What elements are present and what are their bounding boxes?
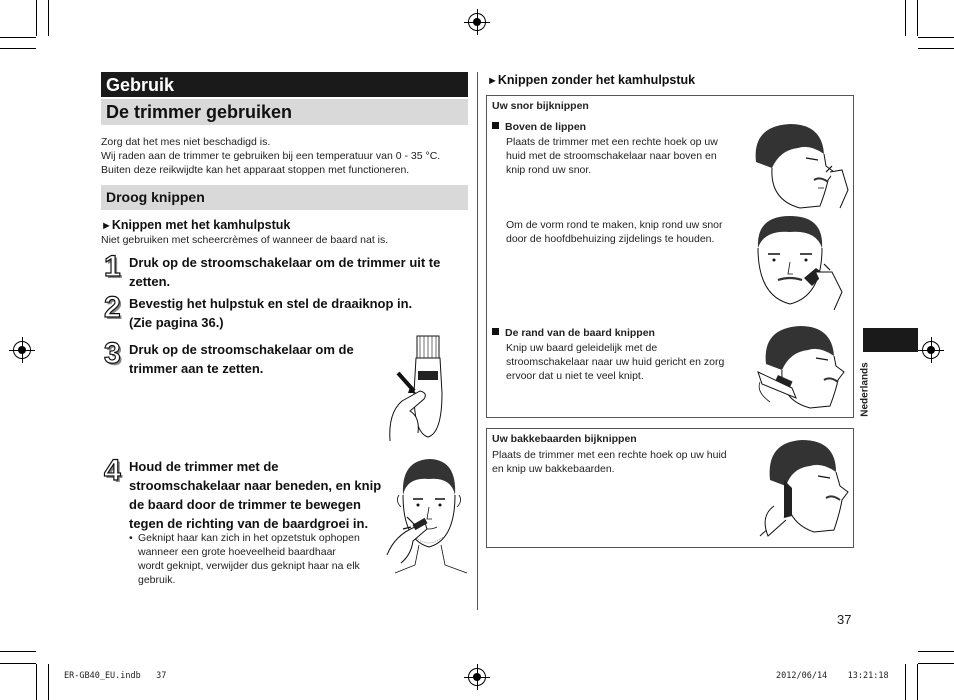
crop-mark xyxy=(0,48,36,49)
language-tab xyxy=(863,328,918,352)
registration-mark-icon xyxy=(922,341,940,359)
section-title: Gebruik xyxy=(101,72,468,97)
crop-mark xyxy=(48,664,49,700)
face-trimming-beard-illustration xyxy=(385,455,470,575)
column-divider xyxy=(477,72,478,610)
step-number: 3 xyxy=(104,337,121,370)
sideburns-title: Uw bakkebaarden bijknippen xyxy=(492,433,637,445)
crop-mark xyxy=(918,37,954,38)
crop-mark xyxy=(918,651,954,652)
registration-mark-icon xyxy=(13,341,31,359)
trimmer-hand-illustration xyxy=(380,333,470,443)
crop-mark xyxy=(917,664,918,700)
footer-file: ER-GB40_EU.indb 37 xyxy=(64,671,167,681)
beard-edge-text: Knip uw baard geleidelijk met de stroomschakelaar naar uw huid gericht en zorg ervoor dat u niet te veel knipt. xyxy=(506,342,725,382)
crop-mark xyxy=(905,664,906,700)
subsection-title: De trimmer gebruiken xyxy=(101,99,468,125)
step-text: Druk op de stroomschakelaar om de trimmer uit te zetten. xyxy=(129,255,441,289)
square-bullet-icon xyxy=(492,328,499,335)
moustache-title: Uw snor bijknippen xyxy=(492,100,589,112)
crop-mark xyxy=(0,37,36,38)
footer-datetime: 2012/06/14 13:21:18 xyxy=(776,671,889,681)
crop-mark xyxy=(918,48,954,49)
profile-face-beard-edge-illustration xyxy=(756,322,851,412)
registration-mark-icon xyxy=(468,668,486,686)
crop-mark xyxy=(0,651,36,652)
step-text: Druk op de stroomschakelaar om de trimmer aan te zetten. xyxy=(129,342,354,376)
upper-lip-title: Boven de lippen xyxy=(492,120,586,134)
arrow-right-icon: ► xyxy=(101,220,112,232)
without-comb-heading: ►Knippen zonder het kamhulpstuk xyxy=(487,73,696,87)
with-comb-heading: ►Knippen met het kamhulpstuk xyxy=(101,218,291,232)
arrow-right-icon: ► xyxy=(487,75,498,87)
registration-mark-icon xyxy=(468,13,486,31)
step-number: 1 xyxy=(104,250,121,283)
crop-mark xyxy=(917,0,918,36)
step4-bullet: • Geknipt haar kan zich in het opzetstuk ophopen wanneer een grote hoeveelheid baardhaar wordt geknipt, verwijder dus geknipt haar na elk gebruik. xyxy=(129,532,360,586)
profile-face-sideburns-illustration xyxy=(756,436,851,541)
crop-mark xyxy=(36,664,37,700)
upper-lip-text: Plaats de trimmer met een rechte hoek op uw huid met de stroomschakelaar naar boven en knip rond uw snor. xyxy=(506,136,718,176)
step-text: Houd de trimmer met de stroomschakelaar naar beneden, en knip de baard door de trimmer te bewegen tegen de richting van de baardgroei in. xyxy=(129,459,382,531)
front-face-moustache-illustration xyxy=(750,212,845,314)
profile-face-moustache-illustration xyxy=(750,120,850,212)
crop-mark xyxy=(48,0,49,36)
page-number: 37 xyxy=(837,612,852,627)
language-label: Nederlands xyxy=(859,362,871,417)
with-comb-note: Niet gebruiken met scheercrèmes of wanneer de baard nat is. xyxy=(101,234,389,246)
crop-mark xyxy=(0,663,36,664)
step-text: Bevestig het hulpstuk en stel de draaiknop in. (Zie pagina 36.) xyxy=(129,296,413,330)
sideburns-text: Plaats de trimmer met een rechte hoek op uw huid en knip uw bakkebaarden. xyxy=(492,449,727,475)
crop-mark xyxy=(918,663,954,664)
step-number: 2 xyxy=(104,291,121,324)
square-bullet-icon xyxy=(492,122,499,129)
crop-mark xyxy=(905,0,906,36)
step-number: 4 xyxy=(104,454,121,487)
dry-cutting-title: Droog knippen xyxy=(101,185,468,210)
bullet-icon: • xyxy=(129,532,133,544)
beard-edge-title: De rand van de baard knippen xyxy=(492,326,655,340)
shape-text: Om de vorm rond te maken, knip rond uw snor door de hoofdbehuizing zijdelings te houden. xyxy=(506,219,723,245)
crop-mark xyxy=(36,0,37,36)
intro-text: Zorg dat het mes niet beschadigd is. Wij raden aan de trimmer te gebruiken bij een temperatuur van 0 - 35 °C. Buiten deze reikwijdte kan het apparaat stoppen met functioneren. xyxy=(101,136,441,176)
